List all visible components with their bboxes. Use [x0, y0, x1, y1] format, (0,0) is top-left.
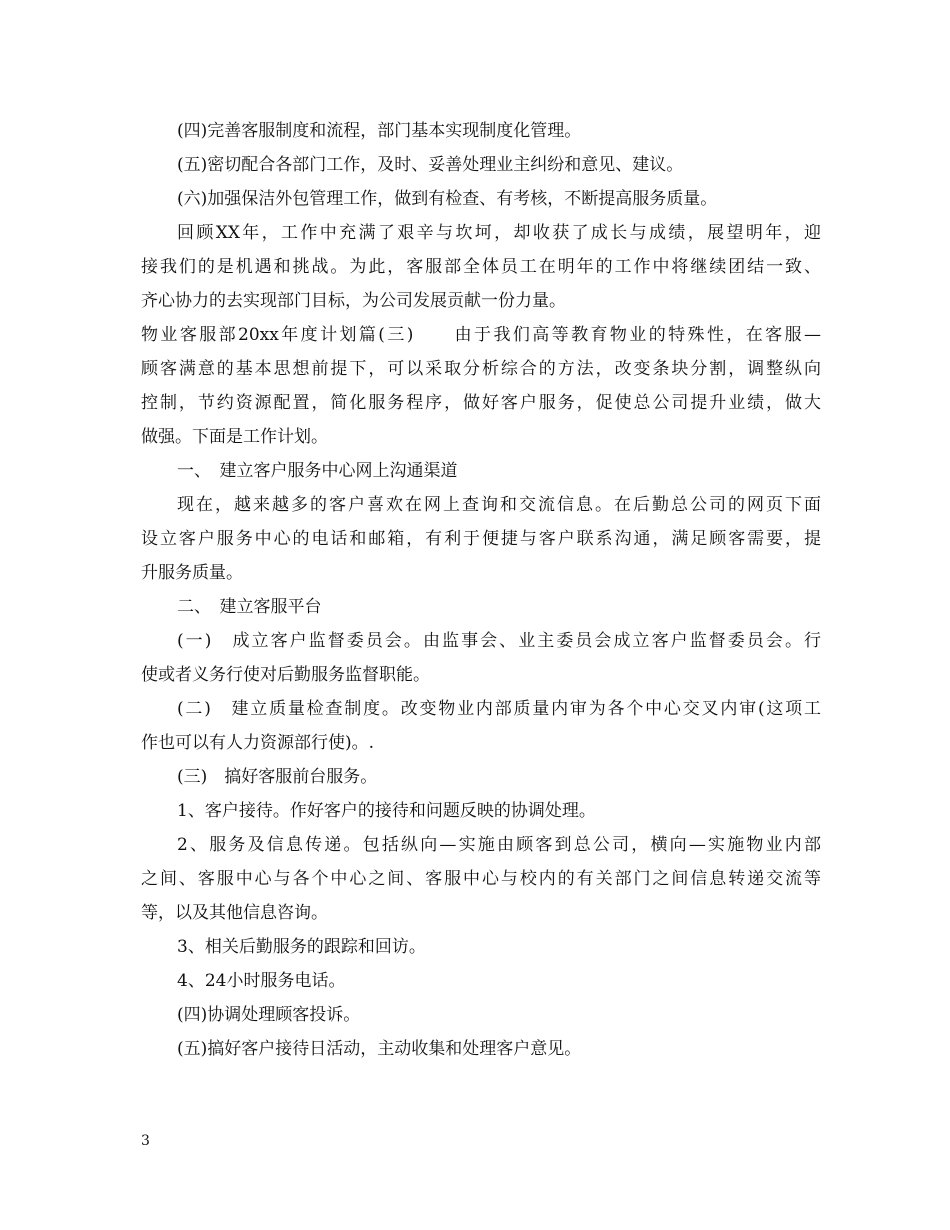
paragraph-line: 等，以及其他信息咨询。 — [141, 903, 328, 923]
paragraph-line: 1、客户接待。作好客户的接待和问题反映的协调处理。 — [177, 801, 596, 821]
paragraph-line: 齐心协力的去实现部门目标，为公司发展贡献一份力量。 — [141, 291, 566, 311]
paragraph-line: (四)协调处理顾客投诉。 — [177, 1005, 361, 1025]
paragraph-line: (二) 建立质量检查制度。改变物业内部质量内审为各个中心交叉内审(这项工 — [177, 699, 821, 719]
paragraph-line: (五)搞好客户接待日活动，主动收集和处理客户意见。 — [177, 1039, 582, 1059]
paragraph-line: (五)密切配合各部门工作，及时、妥善处理业主纠纷和意见、建议。 — [177, 155, 684, 175]
paragraph-line: 4、24小时服务电话。 — [177, 971, 346, 991]
heading-line: 一、 建立客户服务中心网上沟通渠道 — [177, 461, 458, 481]
paragraph-line: 顾客满意的基本思想前提下，可以采取分析综合的方法，改变条块分割，调整纵向 — [141, 359, 821, 379]
paragraph-line: 升服务质量。 — [141, 563, 243, 583]
paragraph-line: 作也可以有人力资源部行使)。. — [141, 733, 375, 753]
paragraph-line: 设立客户服务中心的电话和邮箱，有利于便捷与客户联系沟通，满足顾客需要，提 — [141, 529, 821, 549]
paragraph-line: (三) 搞好客服前台服务。 — [177, 767, 378, 787]
section-heading-line: 物业客服部20xx年度计划篇(三) 由于我们高等教育物业的特殊性，在客服— — [141, 325, 821, 345]
paragraph-line: 之间、客服中心与各个中心之间、客服中心与校内的有关部门之间信息转递交流等 — [141, 869, 821, 889]
paragraph-line: 接我们的是机遇和挑战。为此，客服部全体员工在明年的工作中将继续团结一致、 — [141, 257, 821, 277]
paragraph-line: 做强。下面是工作计划。 — [141, 427, 328, 447]
paragraph-line: (一) 成立客户监督委员会。由监事会、业主委员会成立客户监督委员会。行 — [177, 631, 821, 651]
paragraph-line: 回顾XX年，工作中充满了艰辛与坎坷，却收获了成长与成绩，展望明年，迎 — [177, 223, 821, 243]
paragraph-line: 2、服务及信息传递。包括纵向—实施由顾客到总公司，横向—实施物业内部 — [177, 835, 821, 855]
paragraph-line: 控制，节约资源配置，简化服务程序，做好客户服务，促使总公司提升业绩，做大 — [141, 393, 821, 413]
paragraph-line: (六)加强保洁外包管理工作，做到有检查、有考核，不断提高服务质量。 — [177, 189, 718, 209]
page-number: 3 — [141, 1133, 150, 1149]
paragraph-line: 现在，越来越多的客户喜欢在网上查询和交流信息。在后勤总公司的网页下面 — [177, 495, 821, 515]
paragraph-line: 3、相关后勤服务的跟踪和回访。 — [177, 937, 426, 957]
paragraph-line: 使或者义务行使对后勤服务监督职能。 — [141, 665, 430, 685]
heading-line: 二、 建立客服平台 — [177, 597, 322, 617]
paragraph-line: (四)完善客服制度和流程，部门基本实现制度化管理。 — [177, 121, 582, 141]
